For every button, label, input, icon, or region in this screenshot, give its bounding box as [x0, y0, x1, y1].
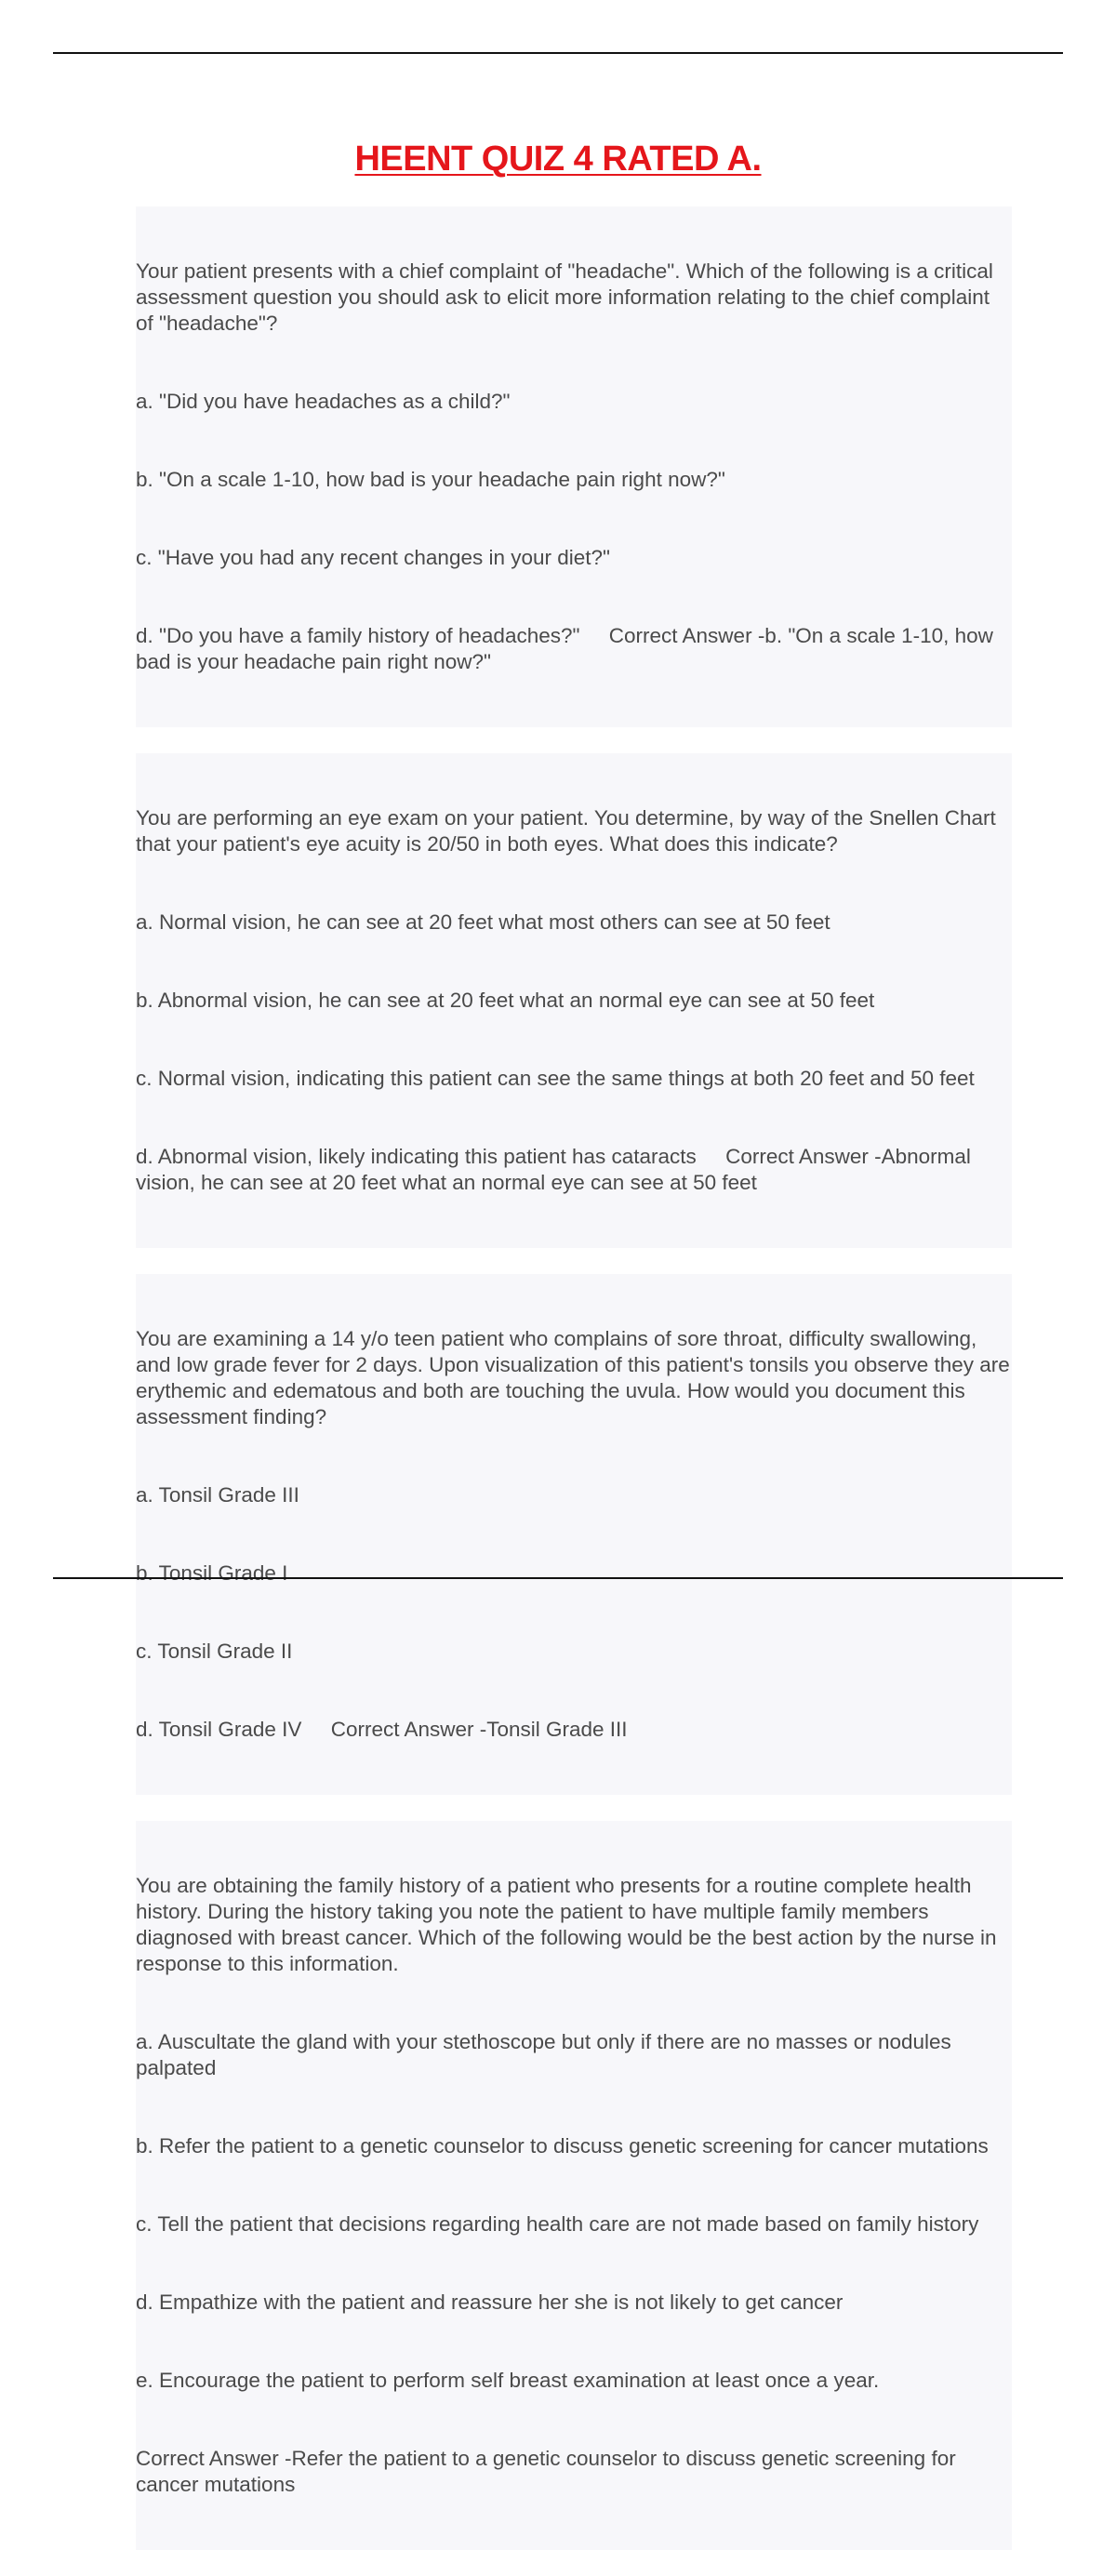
- question-block-4: [136, 1821, 1012, 2550]
- answer-option: b. Refer the patient to a genetic counselor to discuss genetic screening for cancer mutations: [136, 2134, 989, 2158]
- answer-option-with-answer: [136, 623, 1012, 675]
- answer-option: c. Normal vision, indicating this patient can see the same things at both 20 feet and 50 feet: [136, 1067, 975, 1090]
- answer-option: d. Tonsil Grade IV: [136, 1718, 302, 1741]
- answer-option: d. "Do you have a family history of headaches?": [136, 624, 580, 647]
- answer-option: b. "On a scale 1-10, how bad is your headache pain right now?": [136, 468, 725, 491]
- answer-option: b. Abnormal vision, he can see at 20 feet what an normal eye can see at 50 feet: [136, 989, 875, 1012]
- page-title: [0, 139, 1116, 179]
- answer-option: a. Auscultate the gland with your stethoscope but only if there are no masses or nodules palpated: [136, 2030, 958, 2079]
- correct-answer: Correct Answer -b. "On a scale 1-10, how bad is your headache pain right now?": [136, 624, 1000, 673]
- answer-option-with-answer: [136, 1144, 1012, 1196]
- question-stem: Your patient presents with a chief complaint of "headache". Which of the following is a critical assessment question you should ask to elicit more information relating to the chief complaint of "headache"?: [136, 259, 1000, 335]
- answer-option: a. "Did you have headaches as a child?": [136, 390, 511, 413]
- answer-option: c. Tonsil Grade II: [136, 1640, 293, 1663]
- answer-option: e. Encourage the patient to perform self breast examination at least once a year.: [136, 2369, 880, 2392]
- answer-option: c. Tell the patient that decisions regarding health care are not made based on family history: [136, 2212, 979, 2236]
- question-block-1: [136, 206, 1012, 727]
- answer-option: d. Empathize with the patient and reassure her she is not likely to get cancer: [136, 2291, 844, 2314]
- answer-option-with-answer: [136, 1717, 1012, 1743]
- correct-answer: Correct Answer -Refer the patient to a genetic counselor to discuss genetic screening for cancer mutations: [136, 2447, 962, 2496]
- page-title-text: HEENT QUIZ 4 RATED A.: [354, 139, 762, 179]
- answer-option: c. "Have you had any recent changes in your diet?": [136, 546, 611, 569]
- top-rule: [53, 52, 1063, 54]
- question-list: [136, 206, 1016, 2576]
- answer-option: d. Abnormal vision, likely indicating this patient has cataracts: [136, 1145, 697, 1168]
- bottom-rule: [53, 1577, 1063, 1579]
- question-stem: You are obtaining the family history of a patient who presents for a routine complete health history. During the history taking you note the patient to have multiple family members diagnosed with breast cancer. Which of the following would be the best action by the nurse in response to this information.: [136, 1874, 1003, 1975]
- answer-option: a. Tonsil Grade III: [136, 1483, 299, 1507]
- question-stem: You are performing an eye exam on your patient. You determine, by way of the Snellen Chart that your patient's eye acuity is 20/50 in both eyes. What does this indicate?: [136, 806, 1003, 856]
- answer-option: b. Tonsil Grade I: [136, 1561, 288, 1585]
- question-block-2: [136, 753, 1012, 1248]
- question-block-3: [136, 1274, 1016, 1795]
- answer-option: a. Normal vision, he can see at 20 feet what most others can see at 50 feet: [136, 910, 830, 934]
- correct-answer: Correct Answer -Abnormal vision, he can see at 20 feet what an normal eye can see at 50 feet: [136, 1145, 977, 1194]
- question-stem: You are examining a 14 y/o teen patient who complains of sore throat, difficulty swallowing, and low grade fever for 2 days. Upon visualization of this patient's tonsils you observe they are erythemic and edematous and both are touching the uvula. How would you document this assessment finding?: [136, 1327, 1016, 1428]
- correct-answer: Correct Answer -Tonsil Grade III: [330, 1718, 628, 1741]
